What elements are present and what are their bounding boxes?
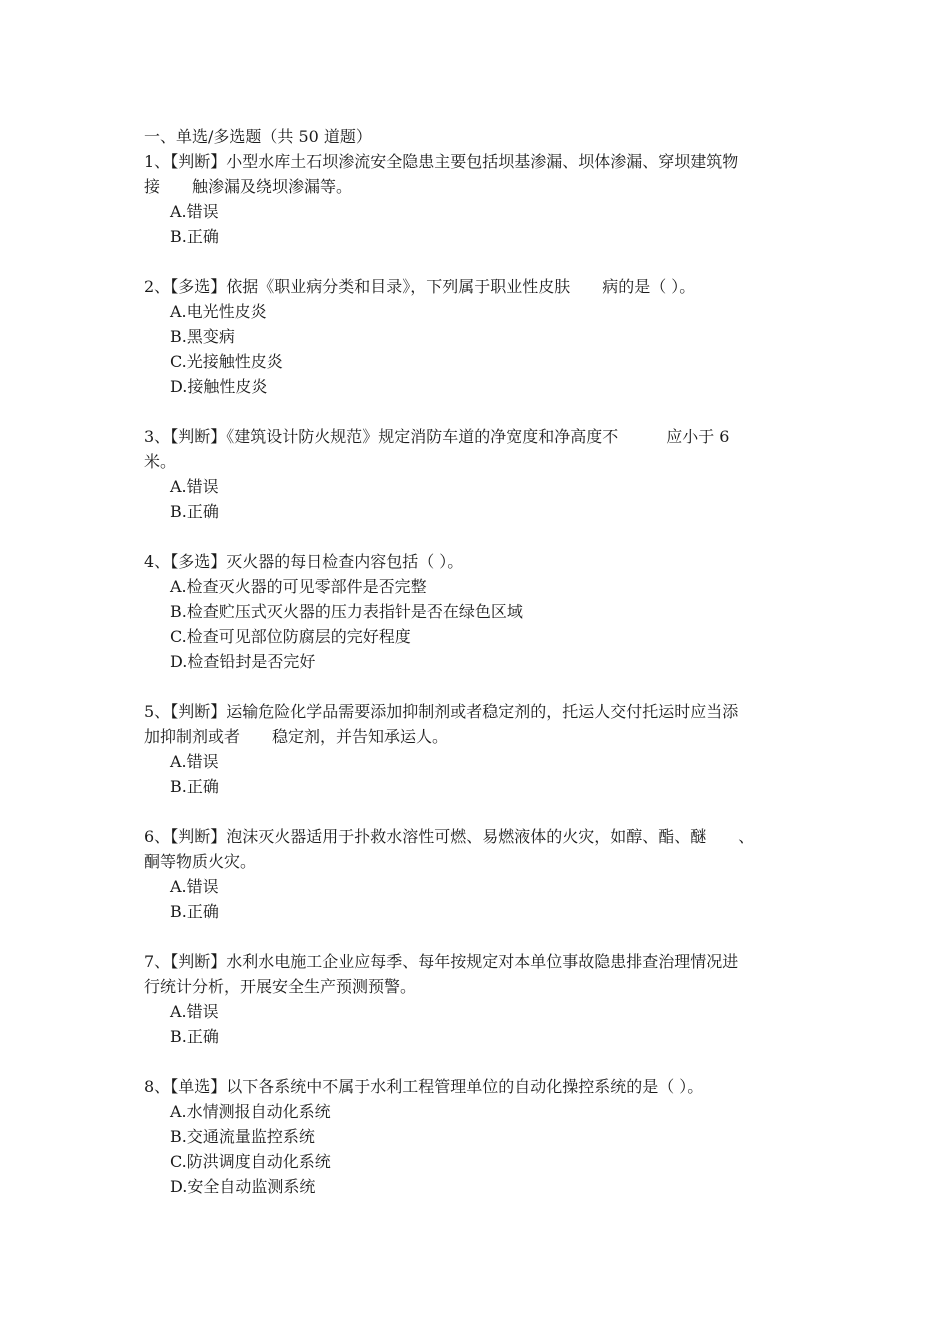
question-item [144,949,824,1049]
question-stem [144,549,824,574]
question-number: 7、 [144,952,171,971]
question-item [144,549,824,674]
answer-option: A.错误 [170,752,219,771]
answer-option: A.检查灭火器的可见零部件是否完整 [170,577,427,596]
question-type: 【判断】 [170,702,227,721]
question-number: 5、 [144,702,171,721]
question-type: 【多选】 [170,277,227,296]
question-text: 依据《职业病分类和目录》，下列属于职业性皮肤 病的是（ ）。 [226,277,696,296]
answer-option: D.检查铅封是否完好 [170,652,316,671]
question-item [144,274,824,399]
answer-option: B.正确 [170,777,219,796]
question-number: 6、 [144,827,171,846]
question-number: 8、 [144,1077,171,1096]
question-item [144,1074,824,1199]
answer-option: B.正确 [170,1027,219,1046]
question-text: 米。 [144,452,177,471]
question-stem [144,149,824,174]
question-stem-continued [144,174,824,199]
question-type: 【单选】 [170,1077,227,1096]
question-type: 【多选】 [170,552,227,571]
answer-option: D.安全自动监测系统 [170,1177,316,1196]
question-stem-continued [144,449,824,474]
answer-option: C.检查可见部位防腐层的完好程度 [170,627,411,646]
question-stem [144,424,824,449]
answer-option: B.交通流量监控系统 [170,1127,315,1146]
question-text: 灭火器的每日检查内容包括（ ）。 [226,552,464,571]
answer-option: B.正确 [170,902,219,921]
question-stem [144,699,824,724]
answer-option: C.防洪调度自动化系统 [170,1152,331,1171]
question-text: 加抑制剂或者 稳定剂，并告知承运人。 [144,727,449,746]
answer-option: B.正确 [170,227,219,246]
question-stem [144,1074,824,1099]
question-number: 4、 [144,552,171,571]
answer-option: B.黑变病 [170,327,235,346]
question-stem [144,274,824,299]
question-type: 【判断】 [170,427,227,446]
question-stem-continued [144,849,824,874]
answer-option: B.正确 [170,502,219,521]
question-text: 接 触渗漏及绕坝渗漏等。 [144,177,353,196]
question-text: 以下各系统中不属于水利工程管理单位的自动化操控系统的是（ ）。 [226,1077,704,1096]
question-text: 水利水电施工企业应每季、每年按规定对本单位事故隐患排查治理情况进 [226,952,739,971]
question-text: 《建筑设计防火规范》规定消防车道的净宽度和净高度不 应小于 6 [226,427,730,446]
answer-option: A.错误 [170,1002,219,1021]
question-stem-continued [144,724,824,749]
answer-option: A.电光性皮炎 [170,302,267,321]
answer-option: A.错误 [170,877,219,896]
question-item [144,824,824,924]
question-text: 运输危险化学品需要添加抑制剂或者稳定剂的，托运人交付托运时应当添 [226,702,739,721]
question-number: 2、 [144,277,171,296]
answer-option: C.光接触性皮炎 [170,352,283,371]
question-text: 泡沫灭火器适用于扑救水溶性可燃、易燃液体的火灾，如醇、酯、醚 、 [226,827,755,846]
exam-document [144,124,824,1224]
question-item [144,149,824,249]
question-text: 行统计分析，开展安全生产预测预警。 [144,977,417,996]
question-stem-continued [144,974,824,999]
question-stem [144,824,824,849]
question-item [144,424,824,524]
question-type: 【判断】 [170,827,227,846]
question-number: 3、 [144,427,171,446]
question-type: 【判断】 [170,152,227,171]
question-list [144,149,824,1199]
answer-option: A.错误 [170,477,219,496]
answer-option: B.检查贮压式灭火器的压力表指针是否在绿色区域 [170,602,523,621]
question-type: 【判断】 [170,952,227,971]
question-text: 小型水库土石坝渗流安全隐患主要包括坝基渗漏、坝体渗漏、穿坝建筑物 [226,152,739,171]
answer-option: A.水情测报自动化系统 [170,1102,331,1121]
section-title: 一、单选/多选题（共 50 道题） [144,127,372,146]
question-number: 1、 [144,152,171,171]
answer-option: D.接触性皮炎 [170,377,268,396]
answer-option: A.错误 [170,202,219,221]
question-text: 酮等物质火灾。 [144,852,257,871]
question-stem [144,949,824,974]
question-item [144,699,824,799]
